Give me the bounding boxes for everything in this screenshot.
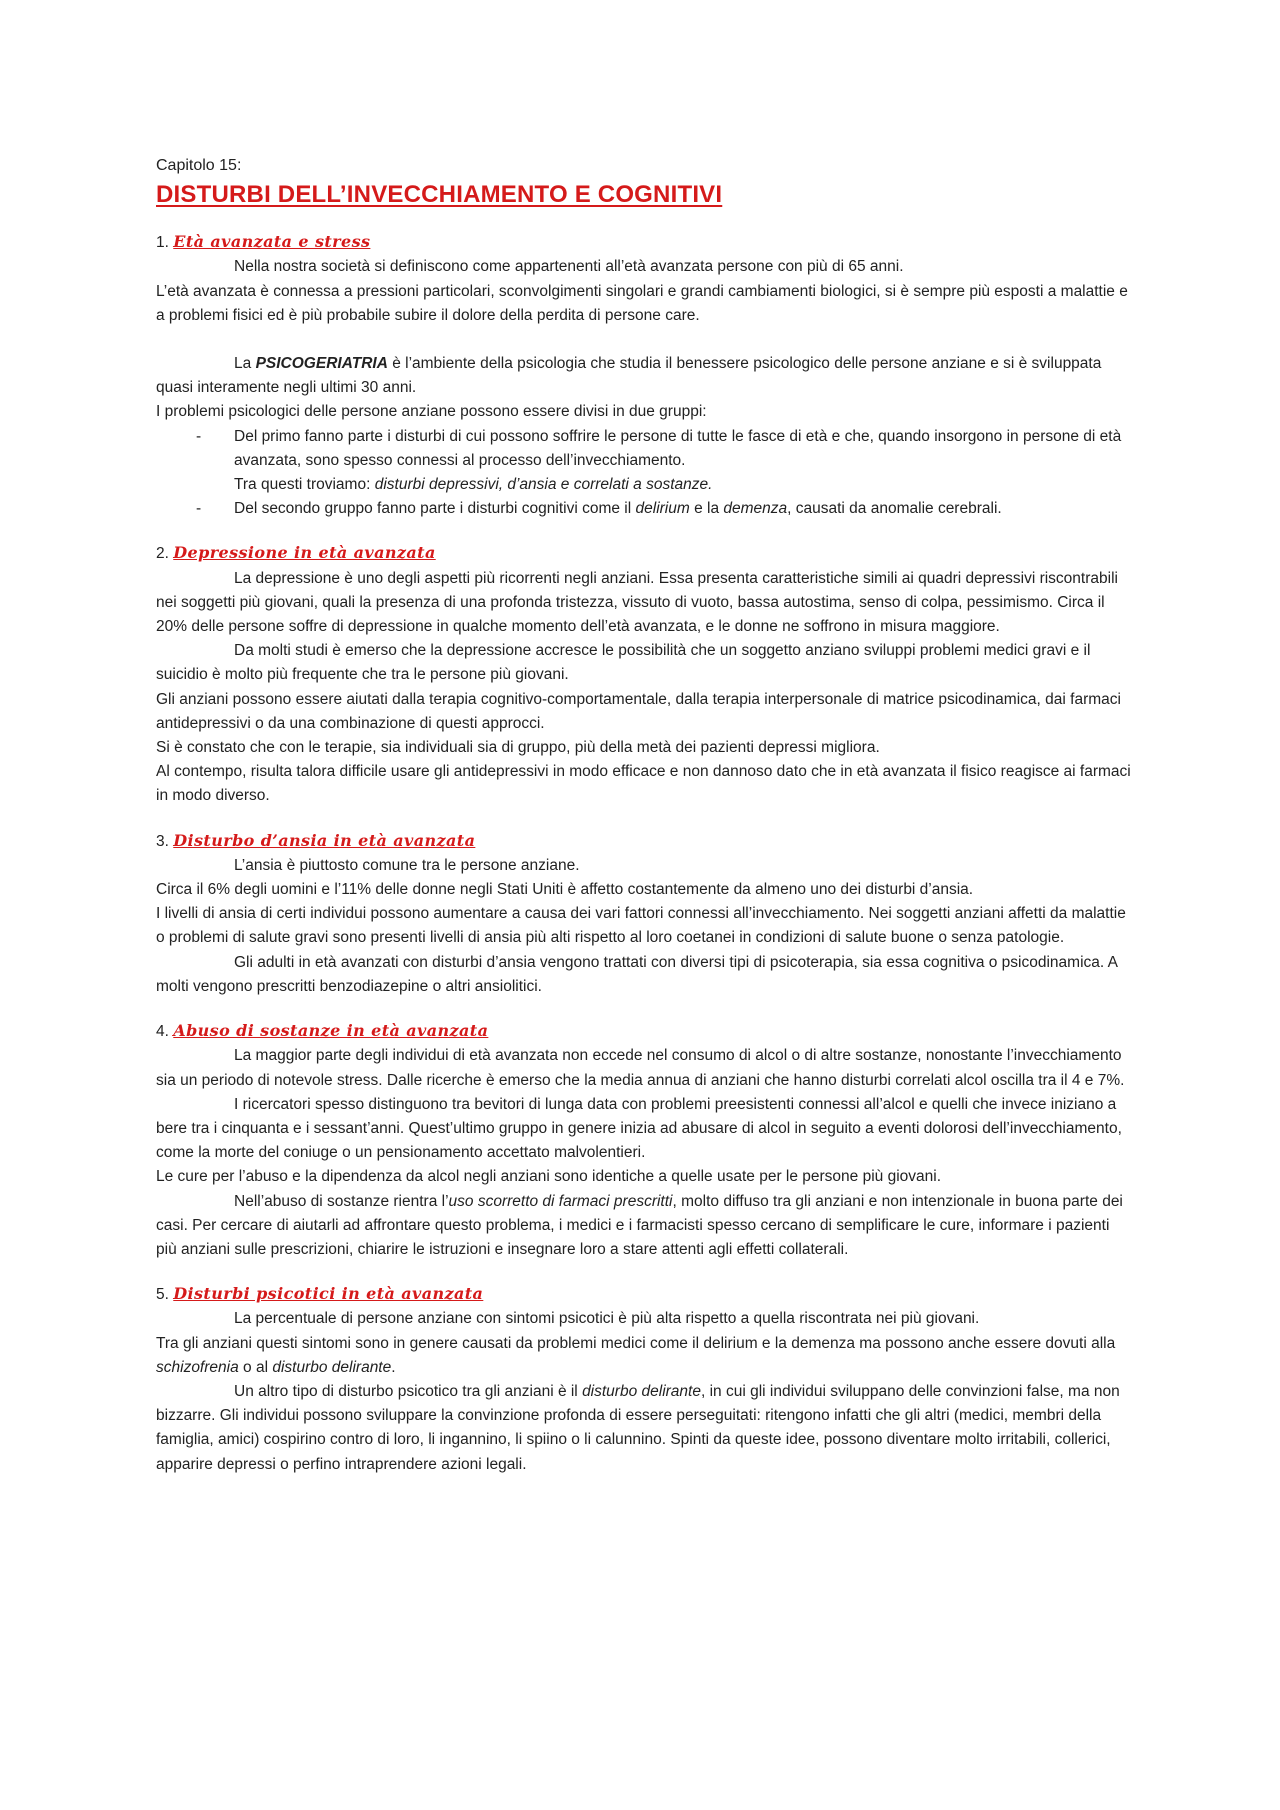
paragraph: La percentuale di persone anziane con sintomi psicotici è più alta rispetto a quella riscontrata nei più giovani. (234, 1310, 980, 1328)
chapter-label: Capitolo 15: (156, 157, 242, 174)
list-item: - Del secondo gruppo fanno parte i disturbi cognitivi come il delirium e la demenza, causati da anomalie cerebrali. (156, 497, 1134, 521)
paragraph: La maggior parte degli individui di età avanzata non eccede nel consumo di alcol o di altre sostanze, nonostante l’invecchiamento sia un periodo di notevole stress. Dalle ricerche è emerso che la media annua di anziani che hanno disturbi correlati alcol oscilla tra il 4 e 7%. (156, 1047, 1125, 1089)
section-title: Disturbi psicotici in età avanzata (173, 1284, 484, 1304)
paragraph: L’età avanzata è connessa a pressioni particolari, sconvolgimenti singolari e grandi cambiamenti biologici, si è sempre più esposti a malattie e a problemi fisici ed è più probabile subire il dolore della perdita di persone care. (156, 282, 1128, 324)
section-4 (156, 1019, 1134, 1262)
section-title: Abuso di sostanze in età avanzata (173, 1021, 489, 1041)
section-title: Età avanzata e stress (173, 232, 371, 252)
section-heading (156, 829, 1134, 854)
paragraph: L’ansia è piuttosto comune tra le persone anziane. (234, 856, 580, 874)
dash-bullet: - (196, 427, 202, 445)
paragraph: Nella nostra società si definiscono come appartenenti all’età avanzata persone con più di 65 anni. (234, 258, 904, 276)
paragraph: I problemi psicologici delle persone anziane possono essere divisi in due gruppi: (156, 403, 707, 421)
paragraph: I livelli di ansia di certi individui possono aumentare a causa dei vari fattori connessi all’invecchiamento. Nei soggetti anziani affetti da malattie o problemi di salute gravi sono presenti livelli di ansia più alti rispetto al loro coetanei in condizioni di salute buone o senza patologie. (156, 905, 1126, 947)
dash-bullet: - (196, 500, 202, 518)
paragraph: Si è constato che con le terapie, sia individuali sia di gruppo, più della metà dei pazienti depressi migliora. (156, 739, 880, 757)
section-number: 2. (156, 545, 169, 563)
section-heading (156, 1019, 1134, 1044)
term-psicogeriatria: PSICOGERIATRIA (255, 355, 388, 373)
section-2 (156, 541, 1134, 808)
paragraph: Al contempo, risulta talora difficile usare gli antidepressivi in modo efficace e non dannoso dato che in età avanzata il fisico reagisce ai farmaci in modo diverso. (156, 763, 1131, 805)
paragraph: Gli anziani possono essere aiutati dalla terapia cognitivo-comportamentale, dalla terapia interpersonale di matrice psicodinamica, dai farmaci antidepressivi o da una combinazione di questi approcci. (156, 690, 1121, 732)
paragraph: Circa il 6% degli uomini e l’11% delle donne negli Stati Uniti è affetto costantemente da almeno uno dei disturbi d’ansia. (156, 881, 974, 899)
section-number: 1. (156, 234, 169, 252)
section-heading (156, 541, 1134, 566)
section-title: Disturbo d’ansia in età avanzata (173, 830, 476, 850)
section-number: 4. (156, 1023, 169, 1041)
section-number: 5. (156, 1286, 169, 1304)
section-5 (156, 1282, 1134, 1477)
section-number: 3. (156, 832, 169, 850)
paragraph: Tra gli anziani questi sintomi sono in genere causati da problemi medici come il delirium e la demenza ma possono anche essere dovuti alla schizofrenia o al disturbo delirante. (156, 1334, 1116, 1376)
section-heading (156, 230, 1134, 255)
section-1 (156, 230, 1134, 521)
document-page (156, 154, 1134, 1497)
paragraph: Gli adulti in età avanzati con disturbi d’ansia vengono trattati con diversi tipi di psicoterapia, sia essa cognitiva o psicodinamica. A molti vengono prescritti benzodiazepine o altri ansiolitici. (156, 953, 1118, 995)
paragraph: I ricercatori spesso distinguono tra bevitori di lunga data con problemi preesistenti connessi all’alcol e quelli che invece iniziano a bere tra i cinquanta e i sessant’anni. Quest’ultimo gruppo in genere inizia ad abusare di alcol in seguito a eventi dolorosi dell’invecchiamento, come la morte del coniuge o un pensionamento accettato malvolentieri. (156, 1095, 1122, 1162)
paragraph: Da molti studi è emerso che la depressione accresce le possibilità che un soggetto anziano sviluppi problemi medici gravi e il suicidio è molto più frequente che tra le persone più giovani. (156, 642, 1091, 684)
paragraph: Un altro tipo di disturbo psicotico tra gli anziani è il disturbo delirante, in cui gli individui sviluppano delle convinzioni false, ma non bizzarre. Gli individui possono sviluppare la convinzione profonda di essere perseguitati: ritengono infatti che gli altri (medici, membri della famiglia, amici) cospirino contro di loro, li ingannino, li spiino o li calunnino. Spinti da queste idee, possono diventare molto irritabili, collerici, apparire depressi o perfino intraprendere azioni legali. (156, 1382, 1120, 1473)
paragraph: La depressione è uno degli aspetti più ricorrenti negli anziani. Essa presenta caratteristiche simili ai quadri depressivi riscontrabili nei soggetti più giovani, quali la presenza di una profonda tristezza, vissuto di vuoto, bassa autostima, senso di colpa, pessimismo. Circa il 20% delle persone soffre di depressione in qualche momento dell’età avanzata, e le donne ne soffrono in misura maggiore. (156, 569, 1118, 636)
paragraph: La PSICOGERIATRIA è l’ambiente della psicologia che studia il benessere psicologico delle persone anziane e si è sviluppata quasi interamente negli ultimi 30 anni. (156, 355, 1102, 397)
section-title: Depressione in età avanzata (173, 543, 436, 563)
section-heading (156, 1282, 1134, 1307)
dash-list (156, 425, 1134, 522)
page-title: DISTURBI DELL’INVECCHIAMENTO E COGNITIVI (156, 181, 723, 209)
paragraph: Le cure per l’abuso e la dipendenza da alcol negli anziani sono identiche a quelle usate per le persone più giovani. (156, 1168, 942, 1186)
paragraph: Nell’abuso di sostanze rientra l’uso scorretto di farmaci prescritti, molto diffuso tra gli anziani e non intenzionale in buona parte dei casi. Per cercare di aiutarli ad affrontare questo problema, i medici e i farmacisti spesso cercano di semplificare le cure, informare i pazienti più anziani sulle prescrizioni, chiarire le istruzioni e insegnare loro a stare attenti agli effetti collaterali. (156, 1192, 1123, 1258)
list-item: - Del primo fanno parte i disturbi di cui possono soffrire le persone di tutte le fasce di età e che, quando insorgono in persone di età avanzata, sono spesso connessi al processo dell’invecchiamento. Tra questi troviamo: disturbi depressivi, d’ansia e correlati a sostanze. (156, 425, 1134, 498)
section-3 (156, 829, 1134, 999)
